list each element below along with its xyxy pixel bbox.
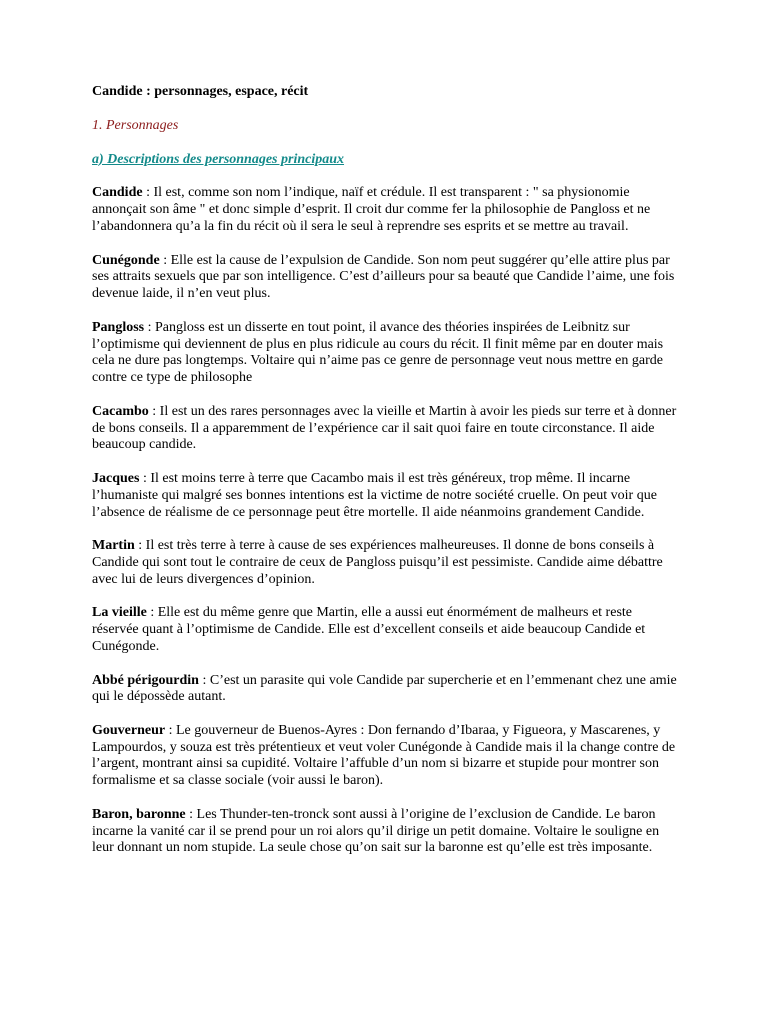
character-name: Gouverneur — [92, 722, 166, 738]
character-name: La vieille — [92, 605, 147, 621]
character-description: Le gouverneur de Buenos-Ayres : Don fernando d’Ibaraa, y Figueora, y Mascarenes, y Lampourdos, y souza est très prétentieux et veut voler Cunégonde à Candide mais il la change contre de l’argent, montrant ainsi sa cupidité. Voltaire l’affuble d’un nom si bizarre et stupide pour montrer son formalisme et sa classe sociale (voir aussi le baron). — [92, 722, 676, 789]
character-entry: Jacques : Il est moins terre à terre que Cacambo mais il est très généreux, trop même. Il incarne l’humaniste qui malgré ses bonnes intentions est la victime de notre société cruelle. On peut voir que l’absence de réalisme de ce personnage peut être mortelle. Il aide néanmoins grandement Candide. — [92, 470, 657, 520]
character-name: Pangloss — [92, 319, 145, 335]
character-name: Abbé périgourdin — [92, 672, 199, 688]
character-description: C’est un parasite qui vole Candide par supercherie et en l’emmenant chez une amie qui le dépossède autant. — [92, 672, 677, 705]
document-page — [92, 84, 680, 874]
character-entry: Pangloss : Pangloss est un disserte en tout point, il avance des théories inspirées de Leibnitz sur l’optimisme qui deviennent de plus en plus ridicule au cours du récit. Il finit même par en douter mais cela ne dure pas longtemps. Voltaire qui n’aime pas ce genre de personnage veut nous mettre en garde contre ce type de philosophe — [92, 319, 664, 386]
character-entry: Abbé périgourdin : C’est un parasite qui vole Candide par supercherie et en l’emmenant chez une amie qui le dépossède autant. — [92, 672, 677, 705]
character-description: Pangloss est un disserte en tout point, il avance des théories inspirées de Leibnitz sur l’optimisme qui deviennent de plus en plus ridicule au cours du récit. Il finit même par en douter mais cela ne dure pas longtemps. Voltaire qui n’aime pas ce genre de personnage veut nous mettre en garde contre ce type de philosophe — [92, 319, 664, 386]
character-description: Il est, comme son nom l’indique, naïf et crédule. Il est transparent : " sa physionomie annonçait son âme " et donc simple d’esprit. Il croit dur comme fer la philosophie de Pangloss et ne l’abandonnera qu’a la fin du récit où il sera le seul à reprendre ses esprits et se mettre au travail. — [92, 185, 651, 234]
character-description: Elle est du même genre que Martin, elle a aussi eut énormément de malheurs et reste réservée quant à l’optimisme de Candide. Elle est d’excellent conseils et aide beaucoup Candide et Cunégonde. — [92, 605, 646, 654]
character-description: Il est très terre à terre à cause de ses expériences malheureuses. Il donne de bons conseils à Candide qui sont tout le contraire de ceux de Pangloss puisqu’il est pessimiste. Candide aime débattre avec lui de leurs divergences d’opinion. — [92, 538, 663, 587]
character-entry: La vieille : Elle est du même genre que Martin, elle a aussi eut énormément de malheurs et reste réservée quant à l’optimisme de Candide. Elle est d’excellent conseils et aide beaucoup Candide et Cunégonde. — [92, 605, 646, 654]
character-entry: Gouverneur : Le gouverneur de Buenos-Ayres : Don fernando d’Ibaraa, y Figueora, y Mascarenes, y Lampourdos, y souza est très prétentieux et veut voler Cunégonde à Candide mais il la change contre de l’argent, montrant ainsi sa cupidité. Voltaire l’affuble d’un nom si bizarre et stupide pour montrer son formalisme et sa classe sociale (voir aussi le baron). — [92, 722, 676, 789]
character-description: Il est moins terre à terre que Cacambo mais il est très généreux, trop même. Il incarne l’humaniste qui malgré ses bonnes intentions est la victime de notre société cruelle. On peut voir que l’absence de réalisme de ce personnage peut être mortelle. Il aide néanmoins grandement Candide. — [92, 470, 657, 520]
character-description: Elle est la cause de l’expulsion de Candide. Son nom peut suggérer qu’elle attire plus par ses attraits sexuels que par son intelligence. C’est d’ailleurs pour sa beauté que Candide l’aime, une fois devenue laide, il n’en veut plus. — [92, 252, 675, 302]
character-name: Martin — [92, 538, 135, 554]
character-entry: Cacambo : Il est un des rares personnages avec la vieille et Martin à avoir les pieds sur terre et à donner de bons conseils. Il a apparemment de l’expérience car il sait quoi faire en toute circonstance. Il aide beaucoup candide. — [92, 403, 677, 453]
character-name: Cunégonde — [92, 252, 160, 268]
document-title: Candide : personnages, espace, récit — [92, 84, 309, 99]
character-list — [92, 185, 680, 857]
character-entry: Candide : Il est, comme son nom l’indique, naïf et crédule. Il est transparent : " sa physionomie annonçait son âme " et donc simple d’esprit. Il croit dur comme fer la philosophie de Pangloss et ne l’abandonnera qu’a la fin du récit où il sera le seul à reprendre ses esprits et se mettre au travail. — [92, 185, 651, 234]
character-entry: Cunégonde : Elle est la cause de l’expulsion de Candide. Son nom peut suggérer qu’elle attire plus par ses attraits sexuels que par son intelligence. C’est d’ailleurs pour sa beauté que Candide l’aime, une fois devenue laide, il n’en veut plus. — [92, 252, 675, 302]
character-name: Candide — [92, 185, 143, 201]
character-name: Jacques — [92, 470, 140, 486]
section-heading: 1. Personnages — [92, 117, 179, 133]
character-entry: Baron, baronne : Les Thunder-ten-tronck sont aussi à l’origine de l’exclusion de Candide. Le baron incarne la vanité car il se prend pour un roi alors qu’il dirige un petit domaine. Voltaire le souligne en leur donnant un nom stupide. La seule chose qu’on sait sur la baronne est qu’elle est très imposante. — [92, 806, 660, 856]
character-description: Les Thunder-ten-tronck sont aussi à l’origine de l’exclusion de Candide. Le baron incarne la vanité car il se prend pour un roi alors qu’il dirige un petit domaine. Voltaire le souligne en leur donnant un nom stupide. La seule chose qu’on sait sur la baronne est qu’elle est très imposante. — [92, 806, 660, 856]
character-description: Il est un des rares personnages avec la vieille et Martin à avoir les pieds sur terre et à donner de bons conseils. Il a apparemment de l’expérience car il sait quoi faire en toute circonstance. Il aide beaucoup candide. — [92, 403, 677, 453]
character-entry: Martin : Il est très terre à terre à cause de ses expériences malheureuses. Il donne de bons conseils à Candide qui sont tout le contraire de ceux de Pangloss puisqu’il est pessimiste. Candide aime débattre avec lui de leurs divergences d’opinion. — [92, 538, 663, 587]
subsection-heading: a) Descriptions des personnages principaux — [92, 151, 345, 167]
character-name: Baron, baronne — [92, 806, 186, 822]
character-name: Cacambo — [92, 403, 149, 419]
